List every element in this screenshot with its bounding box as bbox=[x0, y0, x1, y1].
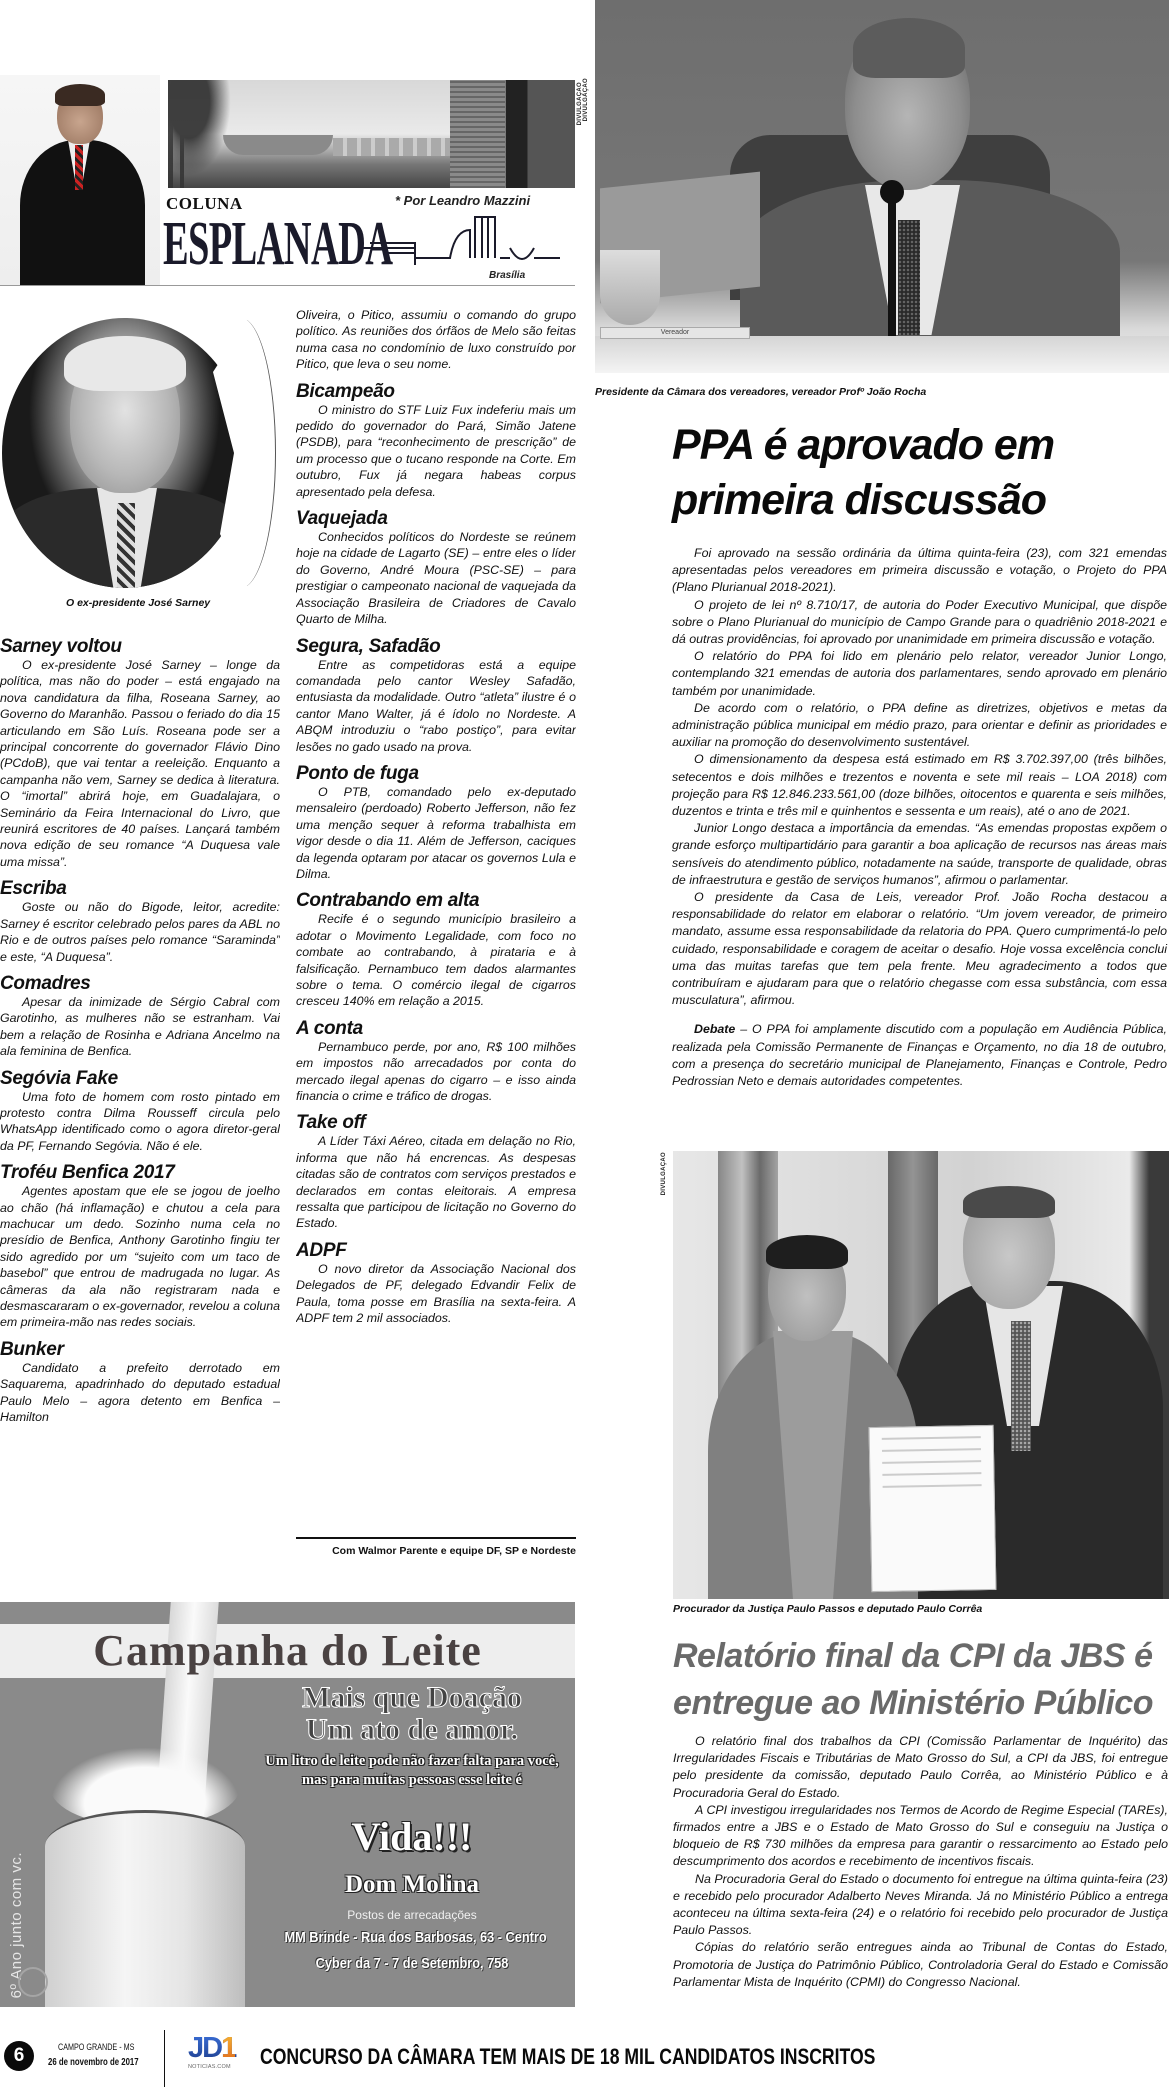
article-paragraph: O dimensionamento da despesa está estimado em R$ 3.702.397,00 (três bilhões, setecentos e dois milhões e trezentos e noventa e sete mil reais – LOA 2018) com projeção para R$ 12.846.233.561,00 (doze bilhões, oitocentos e quarenta e seis milhões, duzentos e trinta e três mil e quinhentos e sessenta e um reais), até o ano de 2021. bbox=[672, 752, 1167, 819]
article-paragraph: O relatório final dos trabalhos da CPI (Comissão Parlamentar de Inquérito) das Irregularidades Fiscais e Tributárias de Mato Grosso do Sul, a CPI da JBS, foi entregue pelo presidente da comissão, deputado Paulo Corrêa, ao Ministério Público e à Procuradoria Geral do Estado. bbox=[673, 1734, 1168, 1800]
brasilia-congress-photo bbox=[168, 80, 575, 188]
article-paragraph: Na Procuradoria Geral do Estado o documento foi entregue na última quinta-feira (23) e recebido pelo procurador Adalberto Neves Miranda. Já no Ministério Público a entrega aconteceu na última sexta-feira (24) e o relatório foi recebido pelo procurador de Justiça Paulo Passos. bbox=[673, 1871, 1168, 1938]
photo-credit: DIVULGAÇÃO bbox=[583, 78, 589, 122]
item-text: Entre as competidoras está a equipe comandada pelo cantor Wesley Safadão, entusiasta da modalidade. Outro “atleta” ilustre é o cantor Mano Walter, já é ídolo no Nordeste. A ABQM introduziu o “rabo postiço”, para evitar lesões no gado usado na prova. bbox=[296, 657, 576, 754]
column-location: Brasília bbox=[489, 270, 526, 281]
item-text: O ministro do STF Luiz Fux indeferiu mais um pedido do governador do Pará, Simão Jatene (PSDB), para “reconhecimento de prescrição” de um processo que o tucano responde na Corte. Em outubro, Fux já negara habeas corpus apresentado pela defesa. bbox=[296, 402, 576, 499]
item-heading: Bicampeão bbox=[296, 380, 395, 402]
ad-logo-icon bbox=[18, 1967, 48, 1997]
article-paragraph: Foi aprovado na sessão ordinária da última quinta-feira (23), com 321 emendas apresentadas pelos vereadores em primeira discussão e votação, o Projeto do PPA (Plano Plurianual 2018-2021). bbox=[672, 546, 1167, 595]
nameplate: Vereador bbox=[600, 327, 750, 339]
sarney-portrait bbox=[2, 318, 247, 588]
item-heading: Bunker bbox=[0, 1338, 64, 1360]
item-heading: Contrabando em alta bbox=[296, 890, 480, 912]
article-headline: PPA é aprovado em primeira discussão bbox=[672, 421, 1055, 524]
photo-credit: DIVULGAÇÃO bbox=[661, 1152, 667, 1196]
ad-slogan-line1: Mais que Doação bbox=[302, 1681, 522, 1714]
article-paragraph: De acordo com o relatório, o PPA define as diretrizes, objetivos e metas da administração pública municipal em médio prazo, para orientar e definir as prioridades e auxiliar na promoção do desenvolvimento sustentável. bbox=[672, 700, 1167, 750]
item-text: Recife é o segundo município brasileiro a adotar o Movimento Legalidade, com foco no combate ao contrabando, à pirataria e à falsificação. Pernambuco tem dados alarmantes sobre o tema. O comércio ilegal de cigarros cresceu 140% em relação a 2015. bbox=[296, 912, 576, 1009]
item-text: Candidato a prefeito derrotado em Saquarema, apadrinhado do deputado estadual Paulo Melo – agora detento em Benfica – Hamilton bbox=[0, 1360, 280, 1425]
column-middle bbox=[296, 307, 576, 1533]
ad-organization: Dom Molina bbox=[344, 1871, 480, 1898]
article-paragraph: O projeto de lei nº 8.710/17, de autoria do Poder Executivo Municipal, que dispõe sobre o Plano Plurianual do município de Campo Grande para o quadriênio 2018-2021 e dá outras providências, foi aprovado por unanimidade em primeira discussão e votação. bbox=[672, 597, 1167, 647]
columnist-photo bbox=[0, 75, 160, 285]
article-body bbox=[672, 545, 1167, 1090]
jd1-logo[interactable] bbox=[188, 2033, 240, 2071]
ad-collection-label: Postos de arrecadações bbox=[347, 1908, 477, 1922]
footer-divider bbox=[164, 2030, 165, 2087]
logo-accent: 1 bbox=[221, 2032, 236, 2064]
item-heading: Escriba bbox=[0, 878, 67, 900]
item-text: Uma foto de homem com rosto pintado em protesto contra Dilma Rousseff circula pelo WhatsApp identificado como o agora diretor-geral da PF, Fernando Segóvia. Não é ele. bbox=[0, 1089, 280, 1153]
ad-address: MM Brinde - Rua dos Barbosas, 63 - Centro bbox=[284, 1929, 547, 1946]
item-heading: Sarney voltou bbox=[0, 636, 122, 657]
debate-text: – O PPA foi amplamente discutido com a população em Audiência Pública, realizada pela Comissão Permanente de Finanças e Orçamento, no dia 18 de outubro, com a presença do secretário municipal de Planejamento, Finanças e Controle, Pedro Pedrossian Neto e demais autoridades competentes. bbox=[672, 1022, 1167, 1089]
item-heading: Comadres bbox=[0, 972, 91, 994]
column-title: ESPLANADA bbox=[163, 210, 393, 278]
debate-paragraph bbox=[672, 1021, 1167, 1090]
debate-label: Debate bbox=[694, 1022, 736, 1037]
ad-emphasis: Vida!!! bbox=[351, 1814, 473, 1859]
item-heading: Segóvia Fake bbox=[0, 1067, 118, 1089]
column-end-rule bbox=[296, 1537, 576, 1539]
column-left bbox=[0, 636, 280, 1594]
column-label: COLUNA bbox=[166, 194, 243, 213]
page-number: 6 bbox=[4, 2041, 34, 2071]
item-text: Agentes apostam que ele se jogou de joelho ao chão (há inflamação) e chutou a cela para machucar um dedo. Sozinho numa cela no presídio de Benfica, Anthony Garotinho fingiu ter sido agredido por um “sujeito com um taco de basebol” que entrou de madrugada no lugar. As câmeras da ala não registraram nada e desmascararam o ex-governador, revelou a coluna em primeira-mão nas redes sociais. bbox=[0, 1184, 280, 1330]
logo-sub: NOTICIAS.COM bbox=[188, 2064, 231, 2070]
continued-text: Oliveira, o Pitico, assumiu o comando do grupo político. As reuniões dos órfãos de Melo são feitas numa casa no condomínio de luxo construído por Pitico, que leva o seu nome. bbox=[296, 308, 576, 372]
item-heading: ADPF bbox=[296, 1239, 347, 1261]
item-heading: A conta bbox=[296, 1017, 363, 1039]
milk-campaign-ad bbox=[0, 1602, 575, 2007]
brasilia-skyline-icon bbox=[360, 212, 565, 268]
article-body bbox=[673, 1733, 1168, 1991]
article-paragraph: O presidente da Casa de Leis, vereador Prof. João Rocha destacou a responsabilidade do relator em elaborar o relatório. “Um jovem vereador, de primeiro mandato, assume essa responsabilidade da relatoria do PPA. Quero cumprimentá-lo pelo cuidado, responsabilidade e coragem de aceitar o desafio. Hoje vossa excelência conclui uma das muitas tarefas que tem pela frente. Meu agradecimento a todos que contribuíram e ajudaram para que o relatório chegasse com essa substância, com essa musculatura”, afirmou. bbox=[672, 890, 1167, 1008]
article-paragraph: Junior Longo destaca a importância da emendas. “As emendas propostas expõem o grande esforço multipartidário para garantir a boa aplicação de recursos nas áreas mais sensíveis do atendimento público, notadamente na saúde, transporte de qualidade, obras de infraestrutura e gestão de serviços humanos”, afirmou o parlamentar. bbox=[672, 821, 1167, 887]
article-headline: Relatório final da CPI da JBS é entregue ao Ministério Público bbox=[673, 1637, 1153, 1722]
article-paragraph: A CPI investigou irregularidades nos Termos de Acordo de Regime Especial (TAREs), firmados entre a JBS e o Estado de Mato Grosso do Sul e conseguiu na Justiça o bloqueio de R$ 730 milhões da empresa para garantir o ressarcimento ao Estado pelo descumprimento dos acordos e recebimento de incentivos fiscais. bbox=[673, 1802, 1168, 1869]
item-heading: Vaquejada bbox=[296, 508, 388, 530]
item-text: O novo diretor da Associação Nacional dos Delegados de PF, delegado Edvandir Felix de Paula, toma posse em Brasília na sexta-feira. A ADPF tem 2 mil associados. bbox=[296, 1261, 576, 1326]
item-text: O PTB, comandado pelo ex-deputado mensaleiro (perdoado) Roberto Jefferson, não fez uma menção sequer à reforma trabalhista em vigor desde o dia 11. Além de Jefferson, caciques da legenda optaram por atacar os governos Lula e Dilma. bbox=[296, 784, 576, 881]
footer-date: 26 de novembro de 2017 bbox=[48, 2057, 139, 2068]
ad-slogan-line2: Um ato de amor. bbox=[305, 1713, 519, 1746]
logo-main: JD bbox=[188, 2032, 222, 2064]
article-paragraph: O relatório do PPA foi lido em plenário pelo relator, vereador Junior Longo, contemplando 321 emendas de autoria dos parlamentares, sendo aprovado em plenário também por unanimidade. bbox=[672, 649, 1167, 698]
item-text: Goste ou não do Bigode, leitor, acredite: Sarney é escritor celebrado pelos pares da ABL no Rio e de outros países pelo romance “Saraminda” e este, “A Duquesa”. bbox=[0, 900, 280, 964]
footer-headline: CONCURSO DA CÂMARA TEM MAIS DE 18 MIL CANDIDATOS INSCRITOS bbox=[260, 2044, 876, 2069]
milk-glass-image bbox=[45, 1810, 245, 2007]
photo-caption: Procurador da Justiça Paulo Passos e deputado Paulo Corrêa bbox=[673, 1603, 983, 1615]
article-paragraph: Cópias do relatório serão entregues ainda ao Tribunal de Contas do Estado, Promotoria de Justiça do Patrimônio Público, Controladoria Geral do Estado e Comissão Parlamentar Mista de Inquérito (CPMI) do Congresso Nacional. bbox=[673, 1940, 1168, 1989]
ad-body: Um litro de leite pode não fazer falta para você, mas para muitas pessoas esse leite é bbox=[265, 1753, 559, 1788]
ad-vertical-text: 6º Ano junto com vc. bbox=[8, 1852, 25, 1999]
column-credit: Com Walmor Parente e equipe DF, SP e Nordeste bbox=[332, 1545, 576, 1557]
item-text: Pernambuco perde, por ano, R$ 100 milhões em impostos não arrecadados por conta do mercado ilegal apenas do cigarro – e isso ainda financia o crime e tráfico de drogas. bbox=[296, 1039, 576, 1104]
item-text: Conhecidos políticos do Nordeste se reúnem hoje na cidade de Lagarto (SE) – entre eles o líder do Governo, André Moura (PSC-SE) – para prestigiar o campeonato nacional de vaquejada da Associação Brasileira de Criadores de Cavalo Quarto de Milha. bbox=[296, 530, 576, 627]
ad-address: Cyber da 7 - 7 de Setembro, 758 bbox=[315, 1955, 509, 1972]
portrait-caption: O ex-presidente José Sarney bbox=[66, 597, 211, 609]
footer-city: CAMPO GRANDE - MS bbox=[58, 2042, 135, 2052]
item-heading: Ponto de fuga bbox=[296, 762, 419, 784]
item-heading: Troféu Benfica 2017 bbox=[0, 1162, 175, 1184]
item-text: A Líder Táxi Aéreo, citada em delação no Rio, informa que não há encrencas. As despesas citadas são de contratos com serviços prestados e declarados em contas eleitorais. A empresa ressalta que participou de licitação no Governo do Estado. bbox=[296, 1134, 576, 1231]
item-heading: Take off bbox=[296, 1112, 366, 1134]
item-text: O ex-presidente José Sarney – longe da política, mas não do poder – está engajado na nova candidatura da filha, Roseana Sarney, ao Governo do Maranhão. Passou o feriado do dia 15 articulando em São Luís. Roseana pode ser a principal concorrente do governador Flávio Dino (PCdoB), que vai tentar a reeleição. Enquanto a campanha não vem, Sarney se dedica à literatura. O “imortal” abrirá hoje, em Guadalajara, o Seminário da Feira Internacional do Livro, que reunirá escritores de 40 países. Lançará também nova edição de seu romance “A Duquesa vale uma missa”. bbox=[0, 658, 280, 869]
column-byline: * Por Leandro Mazzini bbox=[395, 193, 531, 208]
item-text: Apesar da inimizade de Sérgio Cabral com Garotinho, as mulheres não se estranham. Vai bem a relação de Rosinha e Adriana Ancelmo na ala feminina de Benfica. bbox=[0, 994, 280, 1059]
joao-rocha-photo bbox=[595, 0, 1169, 373]
ad-title: Campanha do Leite bbox=[93, 1626, 482, 1675]
header-divider bbox=[0, 285, 575, 286]
paulo-passos-paulo-correa-photo bbox=[673, 1151, 1169, 1599]
photo-credit: DIVULGAÇÃO bbox=[577, 82, 583, 126]
item-heading: Segura, Safadão bbox=[296, 635, 441, 657]
photo-caption: Presidente da Câmara dos vereadores, vereador Profº João Rocha bbox=[595, 386, 927, 398]
